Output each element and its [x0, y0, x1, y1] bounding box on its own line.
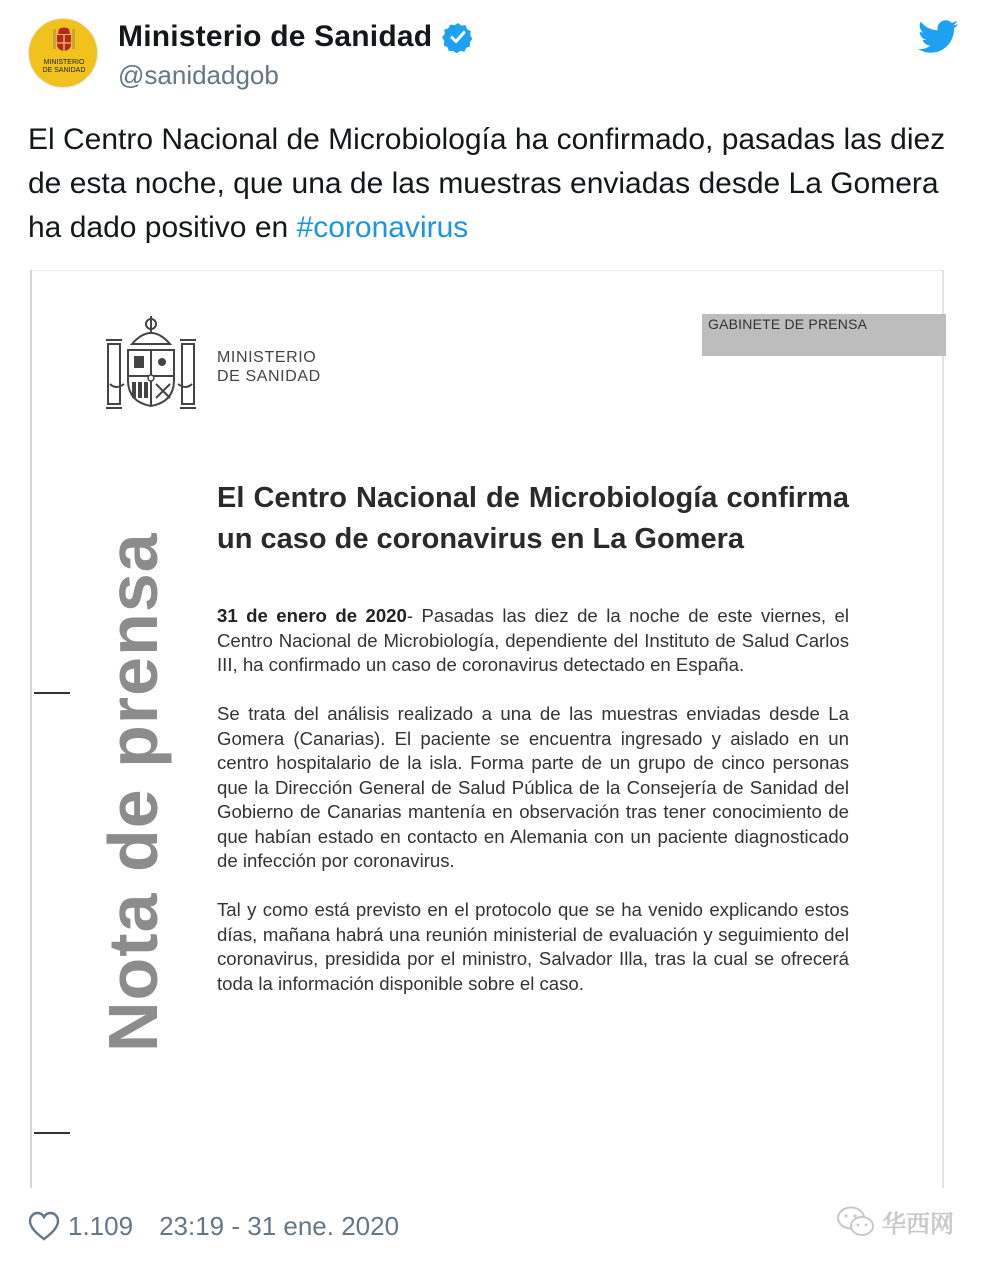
- avatar-caption: [29, 59, 98, 75]
- tweet-body: El Centro Nacional de Microbiología ha confirmado, pasadas las diez de esta noche, que una de las muestras enviadas desde La Gomera ha dado positivo en: [28, 123, 946, 244]
- tweet-footer: [28, 1206, 958, 1246]
- avatar-caption-line1: MINISTERIO: [43, 59, 85, 66]
- display-name[interactable]: Ministerio de Sanidad: [118, 20, 433, 53]
- press-paragraph-1-text: - Pasadas las diez de la noche de este viernes, el Centro Nacional de Microbiología, dependiente del Instituto de Salud Carlos III, ha confirmado un caso de coronavirus detectado en España.: [217, 605, 849, 675]
- press-paragraph-1: [217, 604, 849, 678]
- press-release-title: El Centro Nacional de Microbiología confirma un caso de coronavirus en La Gomera: [217, 482, 849, 555]
- ministry-line-1: MINISTERIO: [217, 349, 317, 366]
- tweet-media-image[interactable]: [30, 270, 944, 1188]
- coat-of-arms-icon: [104, 314, 198, 418]
- avatar[interactable]: [28, 18, 98, 88]
- margin-tick-top: [34, 692, 70, 694]
- heart-icon[interactable]: [28, 1211, 60, 1241]
- ministry-line-2: DE SANIDAD: [217, 368, 321, 385]
- tweet-text: [28, 118, 958, 250]
- press-date: 31 de enero de 2020: [217, 605, 407, 626]
- coat-of-arms-icon: [51, 27, 77, 53]
- avatar-caption-line2: DE SANIDAD: [42, 67, 86, 74]
- press-paragraph-2: Se trata del análisis realizado a una de las muestras enviadas desde La Gomera (Canarias). El paciente se encuentra ingresado y aislado en un centro hospitalario de la isla. Forma parte de un grupo de cinco personas que la Dirección General de Salud Pública de la Consejería de Sanidad del Gobierno de Canarias mantenía en observación tras tener conocimiento de que habían estado en contacto en Alemania con un paciente diagnosticado de infección por coronavirus.: [217, 703, 849, 871]
- wechat-icon: [836, 1205, 876, 1239]
- verified-badge-icon: [442, 21, 474, 53]
- name-row: [118, 18, 474, 56]
- ministry-name: [217, 348, 321, 386]
- watermark: [836, 1204, 954, 1239]
- side-title: Nota de prensa: [94, 532, 172, 1052]
- watermark-text: 华西网: [882, 1211, 954, 1238]
- media-top-border: [32, 270, 942, 271]
- press-office-label: GABINETE DE PRENSA: [708, 316, 868, 332]
- press-office-tag: [702, 314, 946, 356]
- hashtag-link[interactable]: #coronavirus: [296, 211, 469, 244]
- user-handle[interactable]: @sanidadgob: [118, 60, 279, 90]
- like-count[interactable]: 1.109: [68, 1210, 134, 1241]
- tweet-timestamp[interactable]: 23:19 - 31 ene. 2020: [159, 1210, 400, 1241]
- press-paragraph-3: Tal y como está previsto en el protocolo que se ha venido explicando estos días, mañana habrá una reunión ministerial de evaluación y seguimiento del coronavirus, presidida por el ministro, Salvador Illa, tras la cual se ofrecerá toda la información disponible sobre el caso.: [217, 899, 849, 994]
- twitter-bird-icon[interactable]: [918, 20, 958, 54]
- margin-tick-bottom: [34, 1132, 70, 1134]
- tweet-header: [28, 14, 958, 94]
